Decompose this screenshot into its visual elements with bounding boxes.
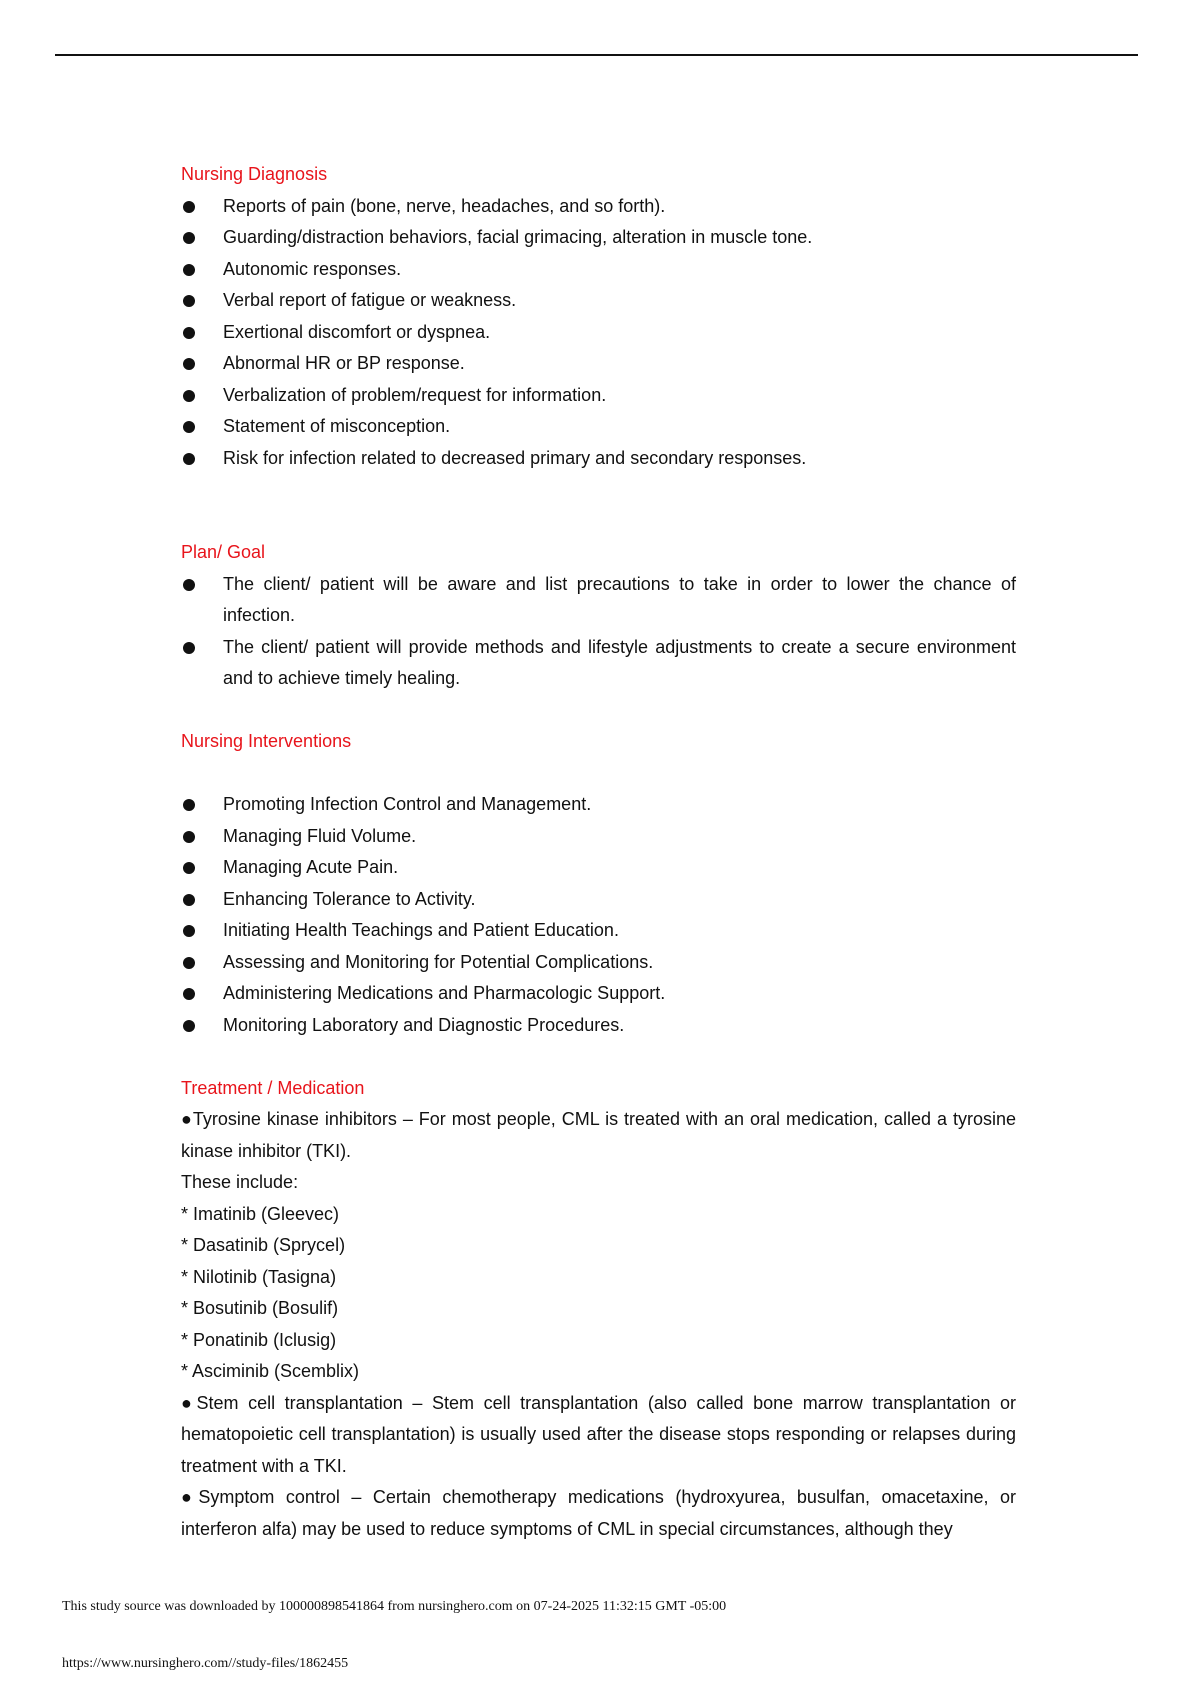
drug-item: * Ponatinib (Iclusig) (181, 1329, 337, 1350)
list-item: Administering Medications and Pharmacologic Support. (181, 978, 1016, 1010)
bullet-icon (183, 831, 195, 843)
nursing-interventions-heading: Nursing Interventions (181, 731, 352, 751)
list-item: Exertional discomfort or dyspnea. (181, 317, 1016, 349)
list-item: Enhancing Tolerance to Activity. (181, 884, 1016, 916)
drug-item: * Nilotinib (Tasigna) (181, 1266, 337, 1287)
plan-goal-heading: Plan/ Goal (181, 542, 266, 562)
spacer (181, 1041, 1016, 1073)
bullet-icon (183, 988, 195, 1000)
plan-goal-list (181, 569, 1016, 695)
these-include-label: These include: (181, 1172, 299, 1192)
source-url-link[interactable]: https://www.nursinghero.com//study-files/1862455 (62, 1656, 349, 1671)
bullet-icon (183, 862, 195, 874)
nursing-diagnosis-heading: Nursing Diagnosis (181, 164, 328, 184)
treatment-heading: Treatment / Medication (181, 1077, 365, 1098)
list-item: Verbal report of fatigue or weakness. (181, 285, 1016, 317)
bullet-icon (183, 799, 195, 811)
bullet-icon (183, 925, 195, 937)
list-item: The client/ patient will be aware and list precautions to take in order to lower the chance of infection. (181, 569, 1016, 632)
list-item: Initiating Health Teachings and Patient Education. (181, 915, 1016, 947)
drug-item: * Asciminib (Scemblix) (181, 1361, 360, 1381)
bullet-icon (183, 453, 195, 465)
drug-item: * Dasatinib (Sprycel) (181, 1235, 346, 1255)
bullet-icon (183, 957, 195, 969)
bullet-icon (183, 264, 195, 276)
nursing-diagnosis-list (181, 191, 1016, 475)
document-body (181, 159, 1016, 1545)
bullet-icon (183, 295, 195, 307)
list-item: Promoting Infection Control and Management. (181, 789, 1016, 821)
bullet-icon (183, 201, 195, 213)
nursing-interventions-list (181, 789, 1016, 1041)
bullet-icon (183, 232, 195, 244)
stem-cell-paragraph: ●Stem cell transplantation – Stem cell transplantation (also called bone marrow transplantation or hematopoietic cell transplantation) is usually used after the disease stops responding or relapses during treatment with a TKI. (181, 1392, 1016, 1476)
list-item: Autonomic responses. (181, 254, 1016, 286)
bullet-icon (183, 421, 195, 433)
list-item: Risk for infection related to decreased primary and secondary responses. (181, 443, 1016, 475)
bullet-icon (183, 1020, 195, 1032)
list-item: Managing Acute Pain. (181, 852, 1016, 884)
drug-item: * Imatinib (Gleevec) (181, 1203, 340, 1224)
symptom-control-paragraph: ●Symptom control – Certain chemotherapy medications (hydroxyurea, busulfan, omacetaxine, or interferon alfa) may be used to reduce symptoms of CML in special circumstances, although they (181, 1487, 1016, 1539)
bullet-icon (183, 642, 195, 654)
nursing-diagnosis-section (181, 159, 1016, 474)
list-item: Verbalization of problem/request for information. (181, 380, 1016, 412)
bullet-icon (183, 327, 195, 339)
plan-goal-section (181, 537, 1016, 695)
bullet-icon (183, 390, 195, 402)
tki-paragraph: ●Tyrosine kinase inhibitors – For most people, CML is treated with an oral medication, called a tyrosine kinase inhibitor (TKI). (181, 1109, 1016, 1161)
download-note: This study source was downloaded by 100000898541864 from nursinghero.com on 07-24-2025 11:32:15 GMT -05:00 (62, 1599, 727, 1614)
treatment-section (181, 1073, 1016, 1546)
top-rule (55, 54, 1138, 56)
list-item: Reports of pain (bone, nerve, headaches, and so forth). (181, 191, 1016, 223)
list-item: Abnormal HR or BP response. (181, 348, 1016, 380)
bullet-icon (183, 358, 195, 370)
list-item: Guarding/distraction behaviors, facial grimacing, alteration in muscle tone. (181, 222, 1016, 254)
bullet-icon (183, 894, 195, 906)
list-item: Monitoring Laboratory and Diagnostic Procedures. (181, 1010, 1016, 1042)
list-item: Assessing and Monitoring for Potential Complications. (181, 947, 1016, 979)
bullet-icon (183, 579, 195, 591)
drug-item: * Bosutinib (Bosulif) (181, 1298, 339, 1318)
spacer (181, 695, 1016, 727)
spacer (181, 758, 1016, 790)
nursing-interventions-section (181, 726, 1016, 1041)
drug-list (181, 1199, 1016, 1388)
list-item: The client/ patient will provide methods and lifestyle adjustments to create a secure environment and to achieve timely healing. (181, 632, 1016, 695)
list-item: Managing Fluid Volume. (181, 821, 1016, 853)
list-item: Statement of misconception. (181, 411, 1016, 443)
spacer (181, 474, 1016, 537)
